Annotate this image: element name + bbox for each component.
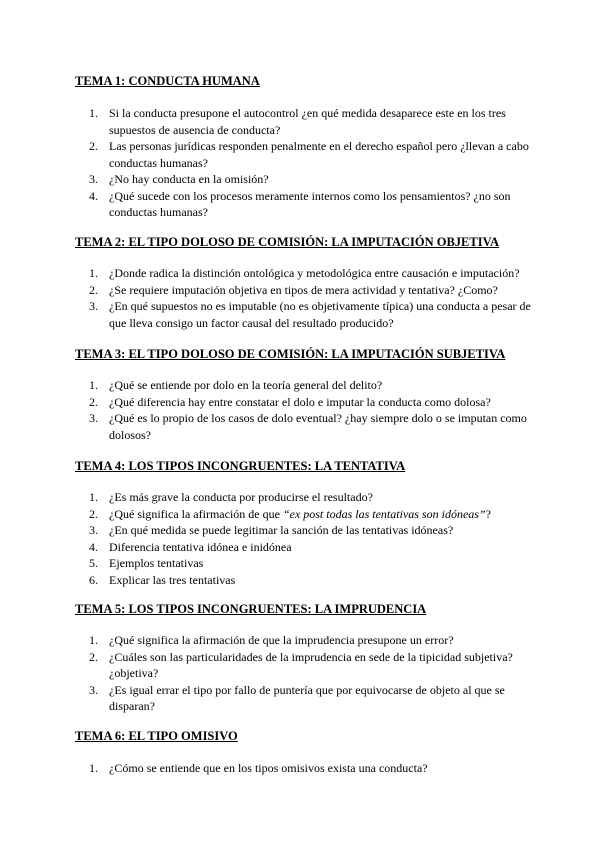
list-item: 3. ¿Es igual errar el tipo por fallo de puntería que por equivocarse de objeto al que se disparan? bbox=[89, 682, 505, 713]
quoted-phrase: “ex post todas las tentativas son idóneas” bbox=[282, 506, 486, 521]
list-item: 1. ¿Qué se entiende por dolo en la teoría general del delito? bbox=[89, 378, 383, 392]
section-tema-5 bbox=[75, 601, 545, 715]
section-heading: TEMA 6: EL TIPO OMISIVO bbox=[75, 729, 238, 743]
list-item: 3. ¿En qué supuestos no es imputable (no es objetivamente típica) una conducta a pesar de que lleva consigo un factor causal del resultado producido? bbox=[89, 299, 531, 330]
question-list bbox=[75, 632, 545, 715]
list-item: 2. ¿Qué significa la afirmación de que “ex post todas las tentativas son idóneas”? bbox=[89, 506, 491, 521]
section-heading: TEMA 4: LOS TIPOS INCONGRUENTES: LA TENTATIVA bbox=[75, 459, 406, 473]
question-list bbox=[75, 377, 545, 443]
list-item: 1. ¿Es más grave la conducta por producirse el resultado? bbox=[89, 490, 373, 504]
list-item: 3. ¿Qué es lo propio de los casos de dolo eventual? ¿hay siempre dolo o se imputan como dolosos? bbox=[89, 411, 527, 442]
section-heading: TEMA 1: CONDUCTA HUMANA bbox=[75, 74, 260, 88]
question-list bbox=[75, 265, 545, 331]
list-item: 1. ¿Cómo se entiende que en los tipos omisivos exista una conducta? bbox=[89, 761, 428, 775]
list-item: 5. Ejemplos tentativas bbox=[89, 556, 204, 570]
section-heading: TEMA 5: LOS TIPOS INCONGRUENTES: LA IMPRUDENCIA bbox=[75, 602, 427, 616]
list-item: 1. ¿Qué significa la afirmación de que la imprudencia presupone un error? bbox=[89, 633, 454, 647]
list-item: 3. ¿En qué medida se puede legitimar la sanción de las tentativas idóneas? bbox=[89, 523, 454, 537]
section-tema-2 bbox=[75, 234, 545, 331]
list-item: 6. Explicar las tres tentativas bbox=[89, 572, 236, 587]
list-item: 4. ¿Qué sucede con los procesos meramente internos como los pensamientos? ¿no son conductas humanas? bbox=[89, 188, 511, 219]
list-item: 2. ¿Qué diferencia hay entre constatar el dolo e imputar la conducta como dolosa? bbox=[89, 394, 491, 409]
list-item: 4. Diferencia tentativa idónea e inidónea bbox=[89, 539, 292, 554]
section-heading: TEMA 3: EL TIPO DOLOSO DE COMISIÓN: LA IMPUTACIÓN SUBJETIVA bbox=[75, 347, 506, 361]
section-tema-6 bbox=[75, 728, 545, 777]
list-item: 2. ¿Se requiere imputación objetiva en tipos de mera actividad y tentativa? ¿Como? bbox=[89, 282, 498, 297]
list-item: 1. ¿Donde radica la distinción ontológica y metodológica entre causación e imputación? bbox=[89, 266, 520, 280]
section-heading: TEMA 2: EL TIPO DOLOSO DE COMISIÓN: LA IMPUTACIÓN OBJETIVA bbox=[75, 235, 500, 249]
section-tema-4 bbox=[75, 458, 545, 588]
question-list bbox=[75, 760, 545, 777]
section-tema-3 bbox=[75, 346, 545, 443]
question-list bbox=[75, 489, 545, 588]
list-item: 2. Las personas jurídicas responden penalmente en el derecho español pero ¿llevan a cabo conductas humanas? bbox=[89, 139, 529, 170]
section-tema-1 bbox=[75, 73, 545, 221]
list-item: 1. Si la conducta presupone el autocontrol ¿en qué medida desaparece este en los tres supuestos de ausencia de conducta? bbox=[89, 106, 506, 137]
list-item: 2. ¿Cuáles son las particularidades de la imprudencia en sede de la tipicidad subjetiva? ¿objetiva? bbox=[89, 649, 513, 680]
question-list bbox=[75, 105, 545, 221]
list-item: 3. ¿No hay conducta en la omisión? bbox=[89, 172, 269, 186]
